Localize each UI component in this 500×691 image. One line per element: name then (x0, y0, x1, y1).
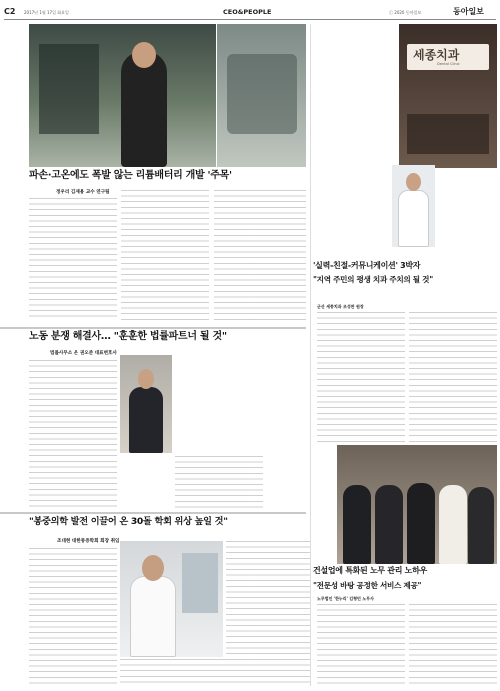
issue-date: 2017년 1월 17일 화요일 (24, 10, 69, 15)
dentist-coat (398, 190, 429, 247)
copyright-notice: ⓒ 2020 동아일보 (389, 10, 422, 15)
section-divider-2 (0, 512, 306, 514)
lawyer-suit (129, 387, 163, 453)
glovebox (227, 54, 297, 134)
person-1 (343, 485, 371, 564)
battery-body-col-3 (214, 190, 306, 321)
section-divider-1 (0, 327, 306, 329)
reception-desk (407, 114, 489, 154)
dental-headline-2: "지역 주민의 평생 치과 주치의 될 것" (313, 275, 433, 284)
hospital-byline: 조대현 대한통증학회 회장 취임 (57, 539, 120, 544)
dentist-face (406, 173, 421, 191)
dental-headline-1: '실력-친절-커뮤니케이션' 3박자 (313, 261, 421, 270)
battery-photo-2 (217, 24, 306, 167)
sign-subtext: Dental Clinic (437, 62, 460, 66)
battery-body-col-1 (29, 198, 117, 321)
hospital-body-col-2 (120, 659, 310, 685)
section-name: CEO&PEOPLE (223, 8, 272, 16)
doctor-face (142, 555, 164, 581)
doctor-coat (130, 576, 176, 657)
labor-byline: 법률사무소 온 권오준 대표변호사 (50, 351, 117, 356)
page-header (4, 3, 496, 19)
masthead-logo: 동아일보 (453, 6, 484, 16)
office-window (182, 553, 218, 613)
construction-byline: 노무법인 '한누리' 김형민 노무사 (317, 596, 374, 601)
person-5 (468, 487, 494, 564)
person-4 (439, 485, 467, 564)
page-number: C2 (4, 7, 16, 16)
dental-byline: 군산 세종치과 조성완 원장 (317, 304, 364, 309)
column-divider (310, 24, 311, 686)
person-face (132, 42, 156, 68)
sign-text: 세종치과 (413, 48, 460, 62)
battery-byline: 정우리 김재용 교수 연구팀 (56, 190, 110, 195)
battery-photo (29, 24, 216, 167)
header-rule (4, 19, 496, 20)
lab-equipment (39, 44, 99, 134)
hospital-body-col-3 (226, 541, 310, 655)
person-3 (407, 483, 435, 564)
labor-body-col-2 (175, 456, 263, 510)
hospital-headline: "봉중의학 발전 이끌어 온 30돌 학회 위상 높일 것" (29, 516, 228, 527)
battery-body-col-2 (121, 190, 209, 321)
dental-body-col-2 (409, 312, 497, 442)
dental-body-col-1 (317, 312, 405, 442)
lawyer-face (138, 369, 154, 389)
doctor-photo (120, 541, 223, 657)
dentist-photo (392, 165, 435, 247)
labor-headline: 노동 분쟁 해결사… "훈훈한 법률파트너 될 것" (29, 331, 227, 342)
construction-headline-1: 건설업에 특화된 노무 관리 노하우 (313, 566, 427, 575)
hospital-body-col-1 (29, 548, 117, 684)
person-2 (375, 485, 403, 564)
construction-body-col-1 (317, 604, 405, 686)
battery-headline: 파손·고온에도 폭발 않는 리튬배터리 개발 '주목' (29, 170, 232, 181)
dental-sign-photo (399, 24, 497, 168)
labor-body-col-1 (29, 360, 117, 510)
construction-body-col-2 (409, 604, 497, 686)
person-figure (121, 52, 167, 167)
group-photo (337, 445, 497, 564)
construction-headline-2: "전문성 바탕 공정한 서비스 제공" (313, 581, 422, 590)
lawyer-photo (120, 355, 172, 453)
